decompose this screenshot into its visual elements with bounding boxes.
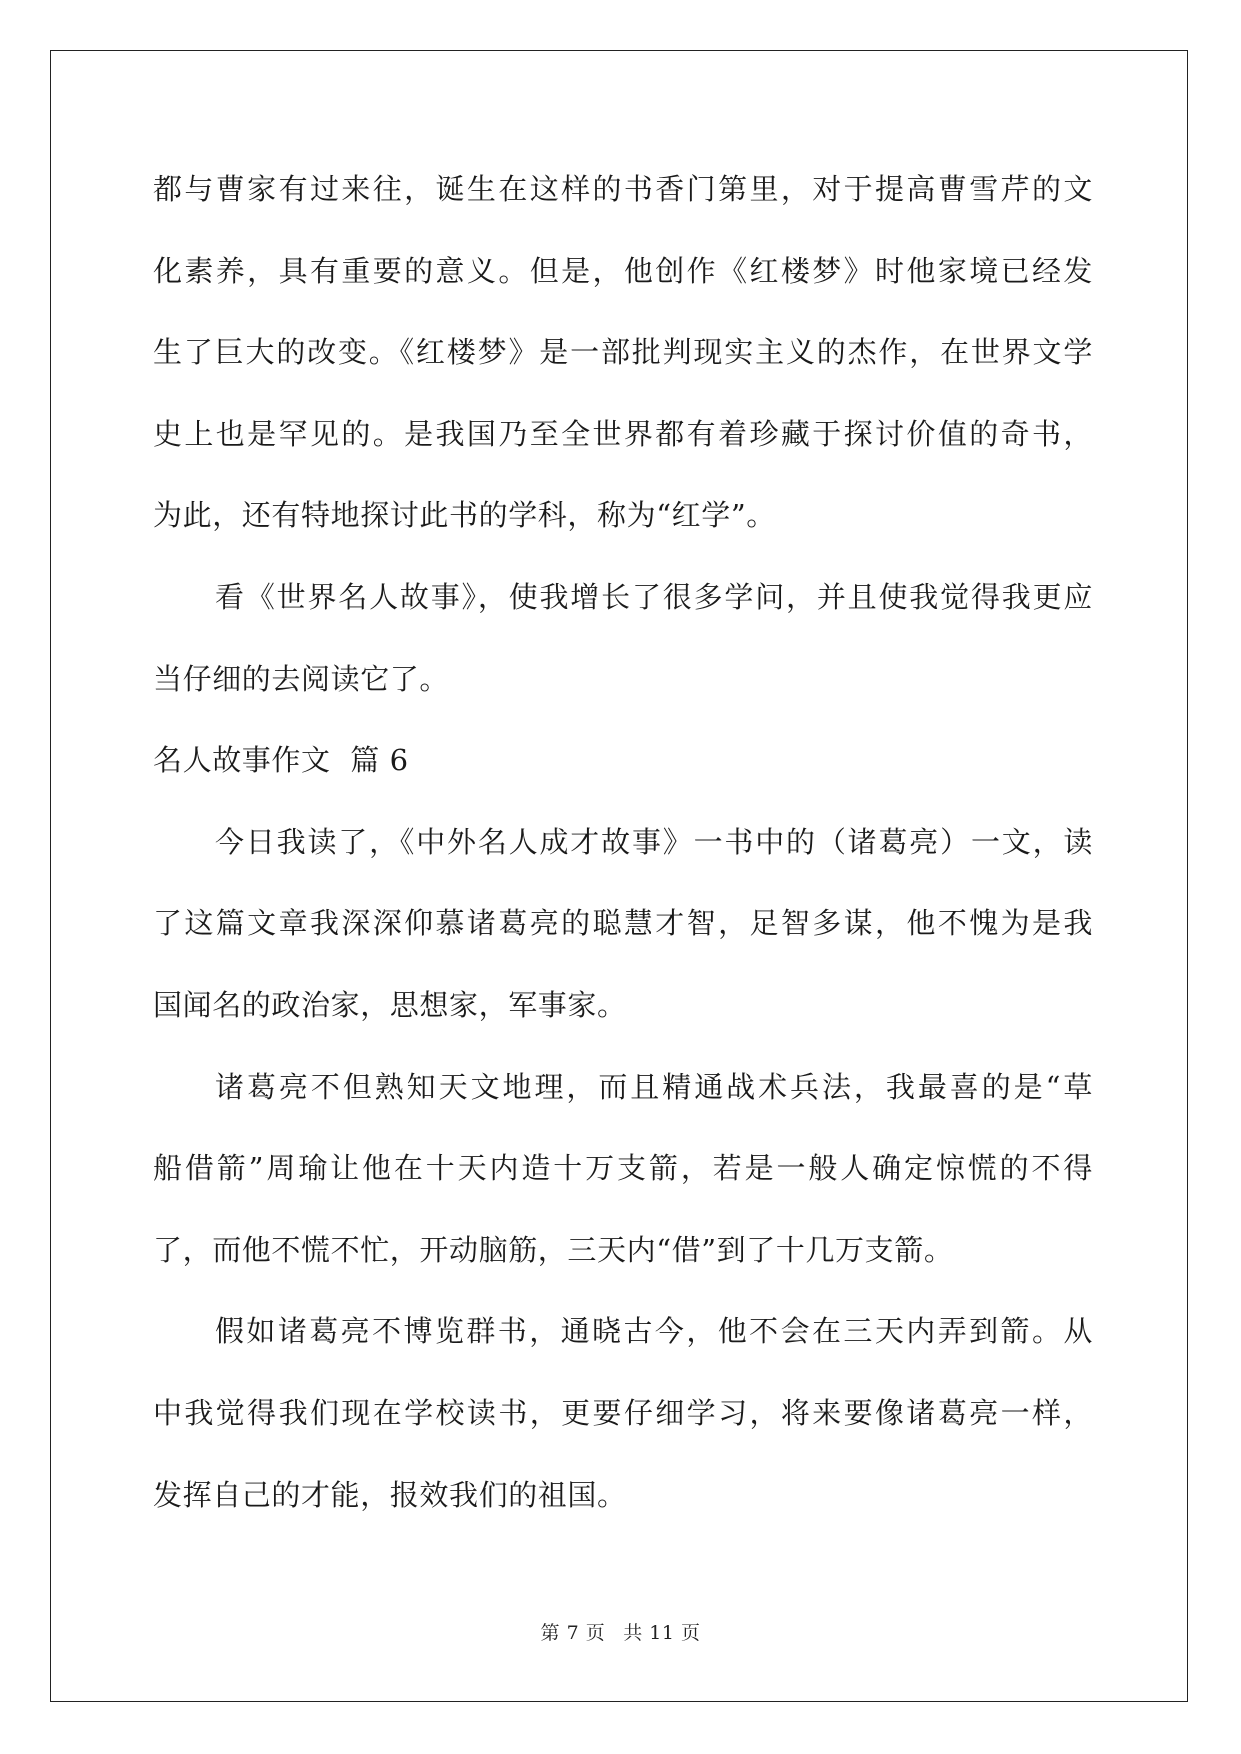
text-line: 为此，还有特地探讨此书的学科，称为“红学”。 <box>153 498 776 533</box>
page-total: 共 11 页 <box>623 1622 701 1644</box>
text-line: 生了巨大的改变。《红楼梦》是一部批判现实主义的杰作，在世界文学 <box>153 335 1093 370</box>
text-line: 了这篇文章我深深仰慕诸葛亮的聪慧才智，足智多谋，他不愧为是我 <box>153 906 1093 941</box>
text-line: 发挥自己的才能，报效我们的祖国。 <box>153 1477 627 1512</box>
text-line: 船借箭”周瑜让他在十天内造十万支箭，若是一般人确定惊慌的不得 <box>153 1151 1093 1186</box>
text-line: 中我觉得我们现在学校读书，更要仔细学习，将来要像诸葛亮一样， <box>153 1395 1093 1430</box>
document-body <box>153 160 1093 1547</box>
text-line: 化素养，具有重要的意义。但是，他创作《红楼梦》时他家境已经发 <box>153 253 1093 288</box>
text-line: 今日我读了，《中外名人成才故事》一书中的（诸葛亮）一文，读 <box>215 824 1093 859</box>
text-line: 史上也是罕见的。是我国乃至全世界都有着珍藏于探讨价值的奇书， <box>153 416 1093 451</box>
text-line: 看《世界名人故事》，使我增长了很多学问，并且使我觉得我更应 <box>215 579 1093 614</box>
text-line: 假如诸葛亮不博览群书，通晓古今，他不会在三天内弄到箭。从 <box>215 1314 1093 1349</box>
text-line: 国闻名的政治家，思想家，军事家。 <box>153 987 627 1022</box>
text-line: 都与曹家有过来往，诞生在这样的书香门第里，对于提高曹雪芹的文 <box>153 172 1093 206</box>
text-line: 诸葛亮不但熟知天文地理，而且精通战术兵法，我最喜的是“草 <box>215 1069 1093 1104</box>
text-line: 了，而他不慌不忙，开动脑筋，三天内“借”到了十几万支箭。 <box>153 1232 954 1267</box>
section-heading: 名人故事作文 篇 6 <box>153 743 409 778</box>
page-footer <box>0 1618 1241 1645</box>
text-line: 当仔细的去阅读它了。 <box>153 661 450 696</box>
page-number: 第 7 页 <box>540 1622 606 1644</box>
